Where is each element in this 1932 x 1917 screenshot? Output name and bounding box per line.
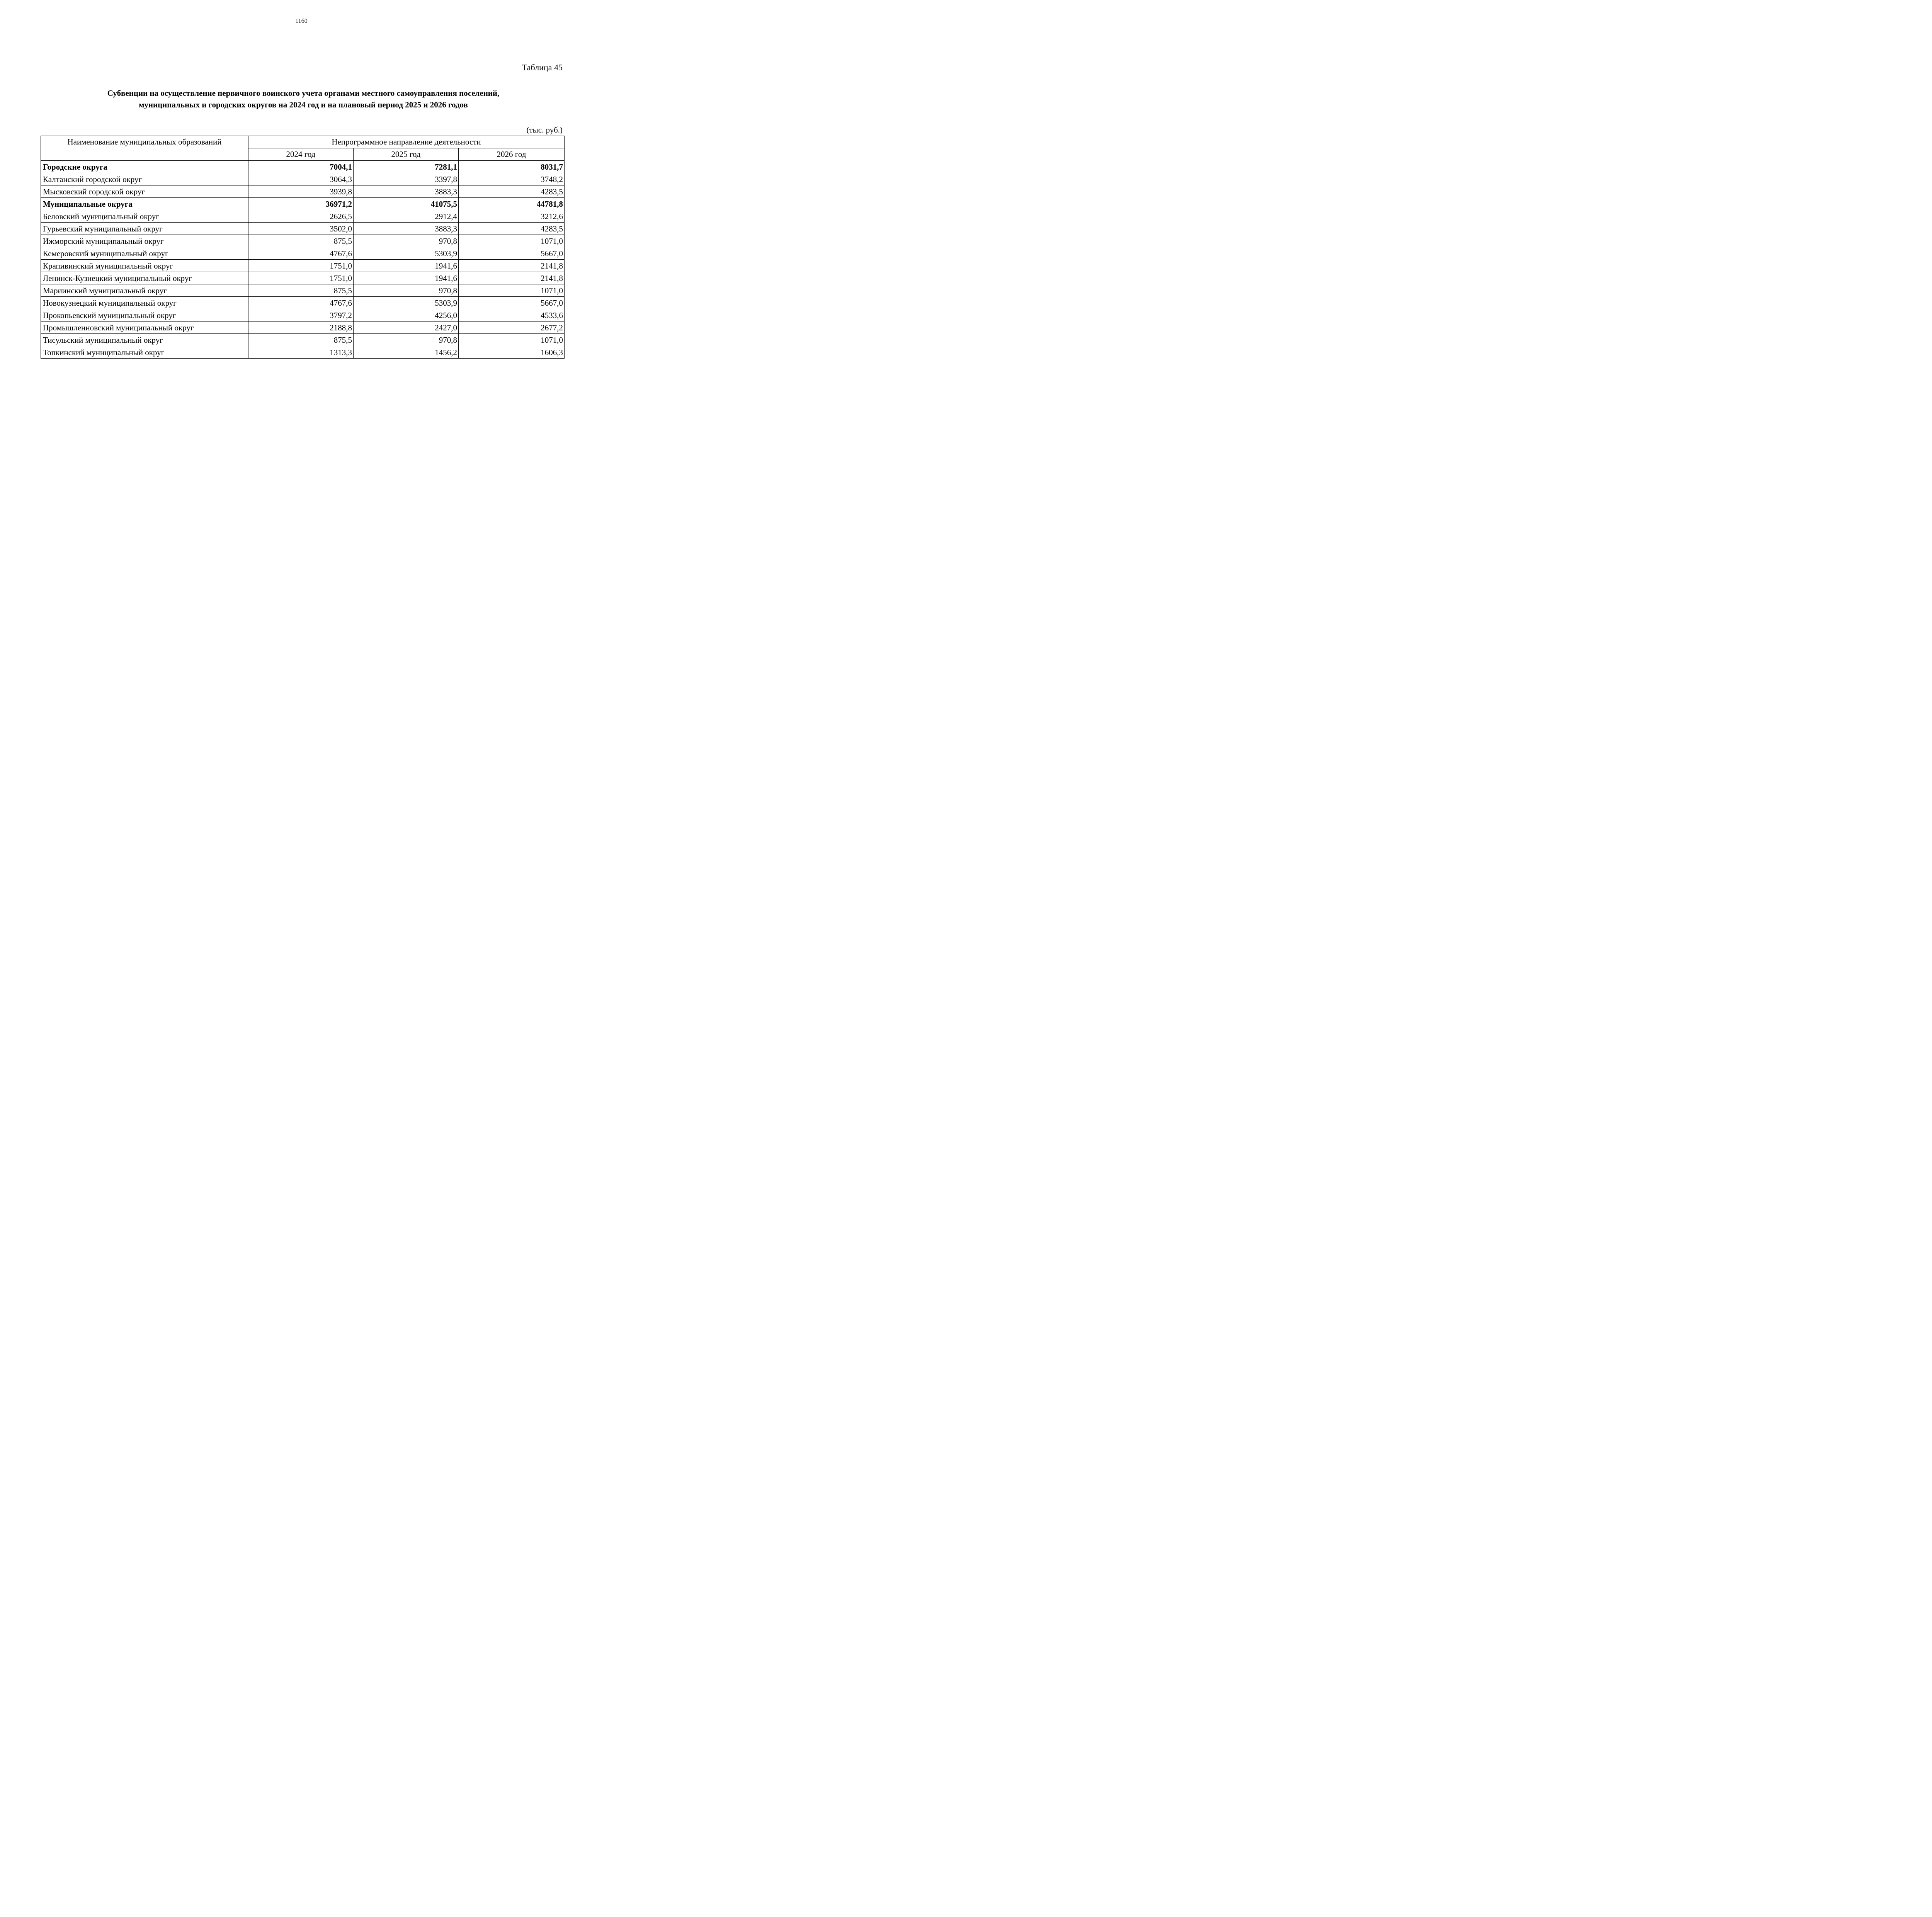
subventions-table xyxy=(41,136,565,359)
cell-value-2025: 1941,6 xyxy=(354,260,459,272)
cell-value-2025: 970,8 xyxy=(354,235,459,247)
table-label: Таблица 45 xyxy=(522,63,563,72)
cell-value-2025: 5303,9 xyxy=(354,297,459,309)
cell-value-2026: 1071,0 xyxy=(459,284,565,297)
table-row xyxy=(41,223,565,235)
cell-value-2025: 5303,9 xyxy=(354,247,459,260)
cell-value-2026: 4283,5 xyxy=(459,185,565,198)
cell-municipality-name: Промышленновский муниципальный округ xyxy=(41,321,248,334)
cell-municipality-name: Крапивинский муниципальный округ xyxy=(41,260,248,272)
cell-value-2024: 875,5 xyxy=(248,235,354,247)
cell-municipality-name: Беловский муниципальный округ xyxy=(41,210,248,223)
table-header xyxy=(41,136,565,161)
cell-municipality-name: Кемеровский муниципальный округ xyxy=(41,247,248,260)
cell-value-2025: 1456,2 xyxy=(354,346,459,359)
table-row xyxy=(41,321,565,334)
table-body xyxy=(41,161,565,359)
cell-value-2024: 4767,6 xyxy=(248,247,354,260)
units-label: (тыс. руб.) xyxy=(526,125,563,134)
cell-value-2024: 3502,0 xyxy=(248,223,354,235)
cell-value-2024: 4767,6 xyxy=(248,297,354,309)
header-activity-direction: Непрограммное направление деятельности xyxy=(248,136,565,148)
cell-value-2026: 4533,6 xyxy=(459,309,565,321)
cell-value-2026: 4283,5 xyxy=(459,223,565,235)
header-year-2025: 2025 год xyxy=(354,148,459,161)
cell-value-2026: 8031,7 xyxy=(459,161,565,173)
cell-municipality-name: Муниципальные округа xyxy=(41,198,248,210)
cell-municipality-name: Калтанский городской округ xyxy=(41,173,248,185)
cell-value-2026: 2141,8 xyxy=(459,272,565,284)
cell-value-2024: 7004,1 xyxy=(248,161,354,173)
table-subtotal-row xyxy=(41,198,565,210)
cell-value-2026: 1606,3 xyxy=(459,346,565,359)
cell-value-2025: 1941,6 xyxy=(354,272,459,284)
title-line-1: Субвенции на осуществление первичного воинского учета органами местного самоуправления поселений, xyxy=(107,88,500,98)
cell-value-2025: 2427,0 xyxy=(354,321,459,334)
table-subtotal-row xyxy=(41,161,565,173)
cell-value-2024: 1751,0 xyxy=(248,272,354,284)
cell-municipality-name: Ленинск-Кузнецкий муниципальный округ xyxy=(41,272,248,284)
cell-municipality-name: Тисульский муниципальный округ xyxy=(41,334,248,346)
title-line-2: муниципальных и городских округов на 2024 год и на плановый период 2025 и 2026 годов xyxy=(139,100,468,109)
table-row xyxy=(41,185,565,198)
cell-value-2024: 875,5 xyxy=(248,334,354,346)
table-row xyxy=(41,260,565,272)
cell-value-2026: 1071,0 xyxy=(459,334,565,346)
table-row xyxy=(41,334,565,346)
table-row xyxy=(41,284,565,297)
cell-value-2025: 41075,5 xyxy=(354,198,459,210)
cell-value-2024: 36971,2 xyxy=(248,198,354,210)
table-row xyxy=(41,346,565,359)
cell-value-2025: 3883,3 xyxy=(354,223,459,235)
cell-value-2024: 3064,3 xyxy=(248,173,354,185)
cell-value-2026: 5667,0 xyxy=(459,297,565,309)
header-year-2026: 2026 год xyxy=(459,148,565,161)
cell-value-2024: 3797,2 xyxy=(248,309,354,321)
cell-value-2026: 3748,2 xyxy=(459,173,565,185)
cell-municipality-name: Новокузнецкий муниципальный округ xyxy=(41,297,248,309)
cell-value-2024: 1751,0 xyxy=(248,260,354,272)
cell-municipality-name: Городские округа xyxy=(41,161,248,173)
cell-value-2024: 3939,8 xyxy=(248,185,354,198)
header-year-2024: 2024 год xyxy=(248,148,354,161)
table-row xyxy=(41,297,565,309)
header-municipality-name: Наименование муниципальных образований xyxy=(41,136,248,161)
cell-value-2026: 2141,8 xyxy=(459,260,565,272)
cell-value-2026: 3212,6 xyxy=(459,210,565,223)
cell-value-2025: 970,8 xyxy=(354,334,459,346)
document-title xyxy=(46,87,560,111)
cell-value-2026: 2677,2 xyxy=(459,321,565,334)
table-row xyxy=(41,247,565,260)
cell-municipality-name: Гурьевский муниципальный округ xyxy=(41,223,248,235)
page-number: 1160 xyxy=(295,18,308,24)
cell-municipality-name: Мысковский городской округ xyxy=(41,185,248,198)
cell-value-2026: 5667,0 xyxy=(459,247,565,260)
cell-value-2024: 875,5 xyxy=(248,284,354,297)
cell-value-2024: 2626,5 xyxy=(248,210,354,223)
cell-value-2025: 3397,8 xyxy=(354,173,459,185)
cell-municipality-name: Топкинский муниципальный округ xyxy=(41,346,248,359)
cell-municipality-name: Прокопьевский муниципальный округ xyxy=(41,309,248,321)
cell-value-2025: 2912,4 xyxy=(354,210,459,223)
cell-value-2024: 2188,8 xyxy=(248,321,354,334)
cell-value-2026: 1071,0 xyxy=(459,235,565,247)
table-row xyxy=(41,210,565,223)
cell-municipality-name: Мариинский муниципальный округ xyxy=(41,284,248,297)
table-row xyxy=(41,235,565,247)
table-row xyxy=(41,173,565,185)
cell-value-2024: 1313,3 xyxy=(248,346,354,359)
cell-value-2025: 970,8 xyxy=(354,284,459,297)
table-row xyxy=(41,272,565,284)
cell-value-2026: 44781,8 xyxy=(459,198,565,210)
cell-value-2025: 4256,0 xyxy=(354,309,459,321)
table-row xyxy=(41,309,565,321)
cell-value-2025: 3883,3 xyxy=(354,185,459,198)
cell-municipality-name: Ижморский муниципальный округ xyxy=(41,235,248,247)
cell-value-2025: 7281,1 xyxy=(354,161,459,173)
